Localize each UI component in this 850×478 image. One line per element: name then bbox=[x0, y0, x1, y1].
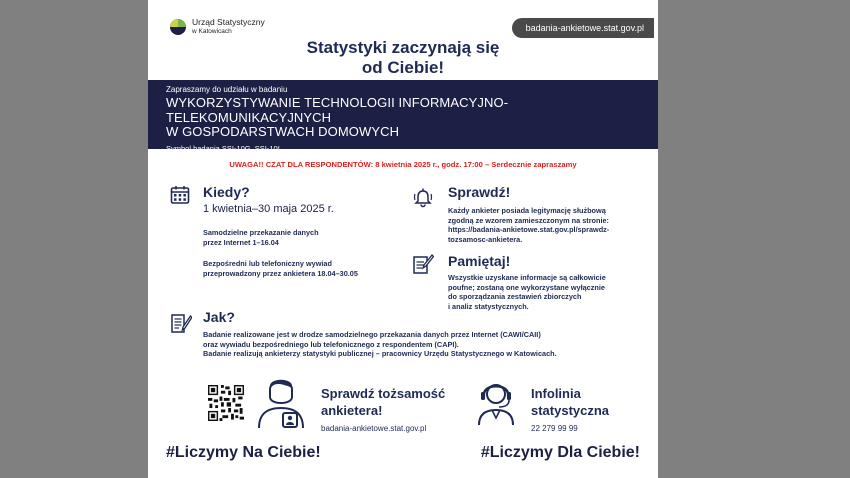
verify-title bbox=[321, 385, 445, 419]
bell-icon bbox=[412, 187, 434, 209]
jak-text bbox=[203, 330, 557, 359]
verify-title-line1: Sprawdź tożsamość bbox=[321, 386, 446, 401]
headline-line1: Statystyki zaczynają się bbox=[306, 38, 500, 57]
pamietaj-line3: do sporządzania zestawień zbiorczych bbox=[448, 292, 582, 301]
sprawdz-title: Sprawdź! bbox=[448, 184, 511, 200]
calendar-icon bbox=[170, 185, 190, 205]
sprawdz-link-line1[interactable]: https://badania-ankietowe.stat.gov.pl/sprawdz- bbox=[448, 225, 610, 234]
jak-title: Jak? bbox=[203, 309, 235, 325]
pamietaj-line1: Wszystkie uzyskane informacje są całkowicie bbox=[448, 273, 606, 282]
hotline-title-line1: Infolinia bbox=[531, 386, 581, 401]
banner-intro: Zapraszamy do udziału w badaniu bbox=[166, 85, 288, 94]
kiedy-online-line2: przez Internet 1–16.04 bbox=[203, 237, 279, 247]
survey-banner bbox=[148, 80, 658, 153]
headline-line2: od Ciebie! bbox=[361, 58, 445, 77]
kiedy-online-period bbox=[203, 228, 319, 247]
jak-line1: Badanie realizowane jest w drodze samodzielnego przekazania danych przez Internet (CAWI/CAII) bbox=[203, 330, 541, 339]
pamietaj-line4: i analiz statystycznych. bbox=[448, 301, 529, 311]
jak-line3: Badanie realizują ankieterzy statystyki publicznej – pracownicy Urzędu Statystycznego w Katowicach. bbox=[203, 349, 557, 358]
chat-alert: UWAGA!! CZAT DLA RESPONDENTÓW: 8 kwietnia 2025 r., godz. 17:00 – Serdecznie zapraszamy bbox=[229, 160, 577, 169]
sprawdz-line2: zgodną ze wzorem zamieszczonym na stronie: bbox=[448, 215, 609, 225]
headset-agent-icon bbox=[476, 378, 516, 426]
pamietaj-line2: poufne; zostaną one wykorzystane wyłącznie bbox=[448, 282, 605, 292]
banner-symbol: Symbol badania SSI-10G, SSI-10I bbox=[166, 143, 280, 153]
survey-url-badge[interactable]: badania-ankietowe.stat.gov.pl bbox=[512, 18, 654, 38]
kiedy-online-line1: Samodzielne przekazanie danych bbox=[203, 228, 319, 237]
qr-code-icon[interactable] bbox=[208, 385, 244, 421]
kiedy-interview-period bbox=[203, 259, 358, 278]
notepad-pen-icon bbox=[412, 253, 434, 275]
sprawdz-link-line2[interactable]: tozsamosc-ankietera. bbox=[448, 234, 523, 244]
document-pen-icon bbox=[170, 312, 192, 334]
logo-mark-icon bbox=[169, 18, 187, 36]
interviewer-id-icon bbox=[256, 375, 306, 430]
org-name-line2: w Katowicach bbox=[192, 28, 232, 35]
kiedy-dates: 1 kwietnia–30 maja 2025 r. bbox=[203, 203, 334, 215]
page-headline bbox=[148, 38, 658, 78]
kiedy-interview-line1: Bezpośredni lub telefoniczny wywiad bbox=[203, 259, 332, 268]
hashtag-left: #Liczymy Na Ciebie! bbox=[166, 444, 321, 461]
org-name-line1: Urząd Statystyczny bbox=[192, 17, 265, 27]
pamietaj-title: Pamiętaj! bbox=[448, 253, 511, 269]
hotline-phone[interactable]: 22 279 99 99 bbox=[531, 424, 578, 433]
hotline-title bbox=[531, 385, 609, 419]
verify-title-line2: ankietera! bbox=[321, 403, 383, 418]
jak-line2: oraz wywiadu bezpośredniego lub telefonicznego z respondentem (CAPI). bbox=[203, 339, 459, 349]
verify-url[interactable]: badania-ankietowe.stat.gov.pl bbox=[321, 424, 427, 433]
poster-page bbox=[148, 0, 658, 478]
hashtag-right: #Liczymy Dla Ciebie! bbox=[480, 444, 640, 461]
sprawdz-line1: Każdy ankieter posiada legitymację służbową bbox=[448, 206, 606, 215]
banner-title-line1: WYKORZYSTYWANIE TECHNOLOGII INFORMACYJNO-TELEKOMUNIKACYJNYCH bbox=[166, 95, 509, 125]
kiedy-interview-line2: przeprowadzony przez ankietera 18.04–30.05 bbox=[203, 268, 358, 278]
banner-title-line2: W GOSPODARSTWACH DOMOWYCH bbox=[166, 124, 400, 139]
pamietaj-text bbox=[448, 273, 606, 311]
sprawdz-text bbox=[448, 206, 609, 244]
kiedy-title: Kiedy? bbox=[203, 184, 250, 200]
org-logo bbox=[169, 18, 265, 36]
hotline-title-line2: statystyczna bbox=[531, 403, 610, 418]
